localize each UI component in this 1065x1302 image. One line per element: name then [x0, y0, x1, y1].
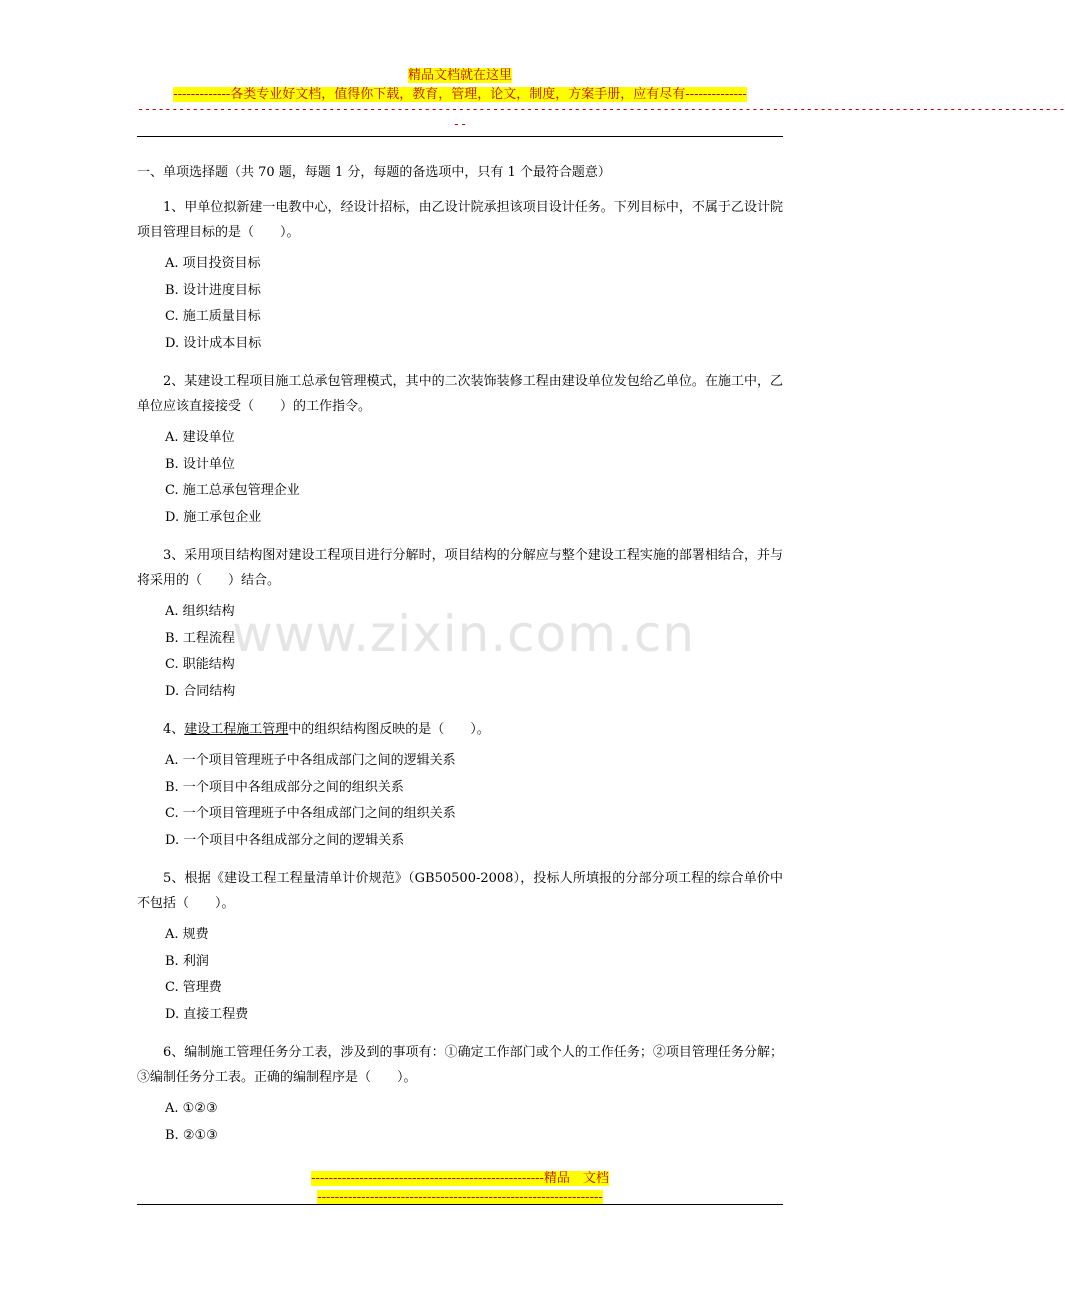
- section-title: 一、单项选择题（共 70 题，每题 1 分，每题的备选项中，只有 1 个最符合题意）: [137, 165, 611, 180]
- footer-line-2: [137, 1186, 783, 1204]
- option-a: A. 项目投资目标: [165, 256, 261, 271]
- option-b: B. 工程流程: [165, 630, 235, 646]
- option-c: C. 职能结构: [165, 657, 235, 672]
- option-c: C. 施工总承包管理企业: [165, 483, 300, 498]
- header-dash-line: ----------------------------------------------------------------------------------------------------------------------------------------: [137, 102, 1065, 116]
- option-a: A. 建设单位: [165, 430, 235, 445]
- question-stem: 2、某建设工程项目施工总承包管理模式，其中的二次装饰装修工程由建设单位发包给乙单位。在施工中，乙单位应该直接接受（ ）的工作指令。: [137, 374, 783, 414]
- option-d: D. 直接工程费: [165, 1006, 249, 1022]
- document-body: [137, 163, 783, 1149]
- header-title: 精品文档就在这里: [407, 68, 512, 83]
- option-a: A. 一个项目管理班子中各组成部门之间的逻辑关系: [165, 753, 456, 768]
- header-rule: [137, 136, 783, 137]
- stem-prefix: 4、: [163, 722, 185, 737]
- option-d: D. 设计成本目标: [165, 335, 262, 351]
- page-footer: [137, 1167, 783, 1204]
- footer-rule: [137, 1204, 783, 1205]
- option-a: A. 组织结构: [165, 604, 235, 619]
- question-stem: 5、根据《建设工程工程量清单计价规范》（GB50500-2008），投标人所填报的分部分项工程的综合单价中不包括（ ）。: [137, 871, 783, 911]
- question-stem: 1、甲单位拟新建一电教中心，经设计招标，由乙设计院承担该项目设计任务。下列目标中，不属于乙设计院项目管理目标的是（ ）。: [137, 200, 783, 240]
- page-header: [137, 64, 1065, 132]
- option-b: B. 设计单位: [165, 456, 235, 472]
- question-5: [137, 866, 783, 1028]
- option-a: A. ①②③: [165, 1101, 218, 1116]
- option-a: A. 规费: [165, 927, 209, 942]
- footer-dashes: -----------------------------------------------------------------: [317, 1190, 603, 1205]
- option-c: C. 一个项目管理班子中各组成部门之间的组织关系: [165, 806, 456, 821]
- option-b: B. 一个项目中各组成部分之间的组织关系: [165, 779, 404, 795]
- question-stem: 6、编制施工管理任务分工表，涉及到的事项有：①确定工作部门或个人的工作任务；②项目管理任务分解；③编制任务分工表。正确的编制程序是（ ）。: [137, 1045, 783, 1085]
- watermark: www.zixin.com.cn: [232, 605, 696, 663]
- footer-text: -----------------------------------------------------精品 文档: [311, 1171, 609, 1186]
- question-6: [137, 1040, 783, 1149]
- option-d: D. 合同结构: [165, 683, 236, 699]
- option-c: C. 管理费: [165, 980, 222, 995]
- option-b: B. ②①③: [165, 1127, 218, 1143]
- option-b: B. 利润: [165, 953, 209, 969]
- option-b: B. 设计进度目标: [165, 282, 261, 298]
- question-2: [137, 369, 783, 531]
- option-d: D. 施工承包企业: [165, 509, 262, 525]
- header-title-line: [137, 64, 783, 83]
- header-slogan: -------------各类专业好文档，值得你下载，教育，管理，论文，制度，方案手册，应有尽有--------------: [173, 87, 747, 102]
- question-stem: 3、采用项目结构图对建设工程项目进行分解时，项目结构的分解应与整个建设工程实施的部署相结合，并与将采用的（ ）结合。: [137, 548, 783, 588]
- option-d: D. 一个项目中各组成部分之间的逻辑关系: [165, 832, 405, 848]
- question-stem: [137, 717, 783, 742]
- footer-line-1: [137, 1167, 783, 1186]
- header-dash-tail: --: [452, 117, 468, 131]
- stem-suffix: 中的组织结构图反映的是（ ）。: [288, 722, 490, 737]
- question-4: [137, 717, 783, 854]
- stem-underlined: 建设工程施工管理: [184, 722, 289, 737]
- question-3: [137, 543, 783, 705]
- option-c: C. 施工质量目标: [165, 309, 261, 324]
- question-1: [137, 195, 783, 357]
- header-slogan-line: [137, 83, 783, 102]
